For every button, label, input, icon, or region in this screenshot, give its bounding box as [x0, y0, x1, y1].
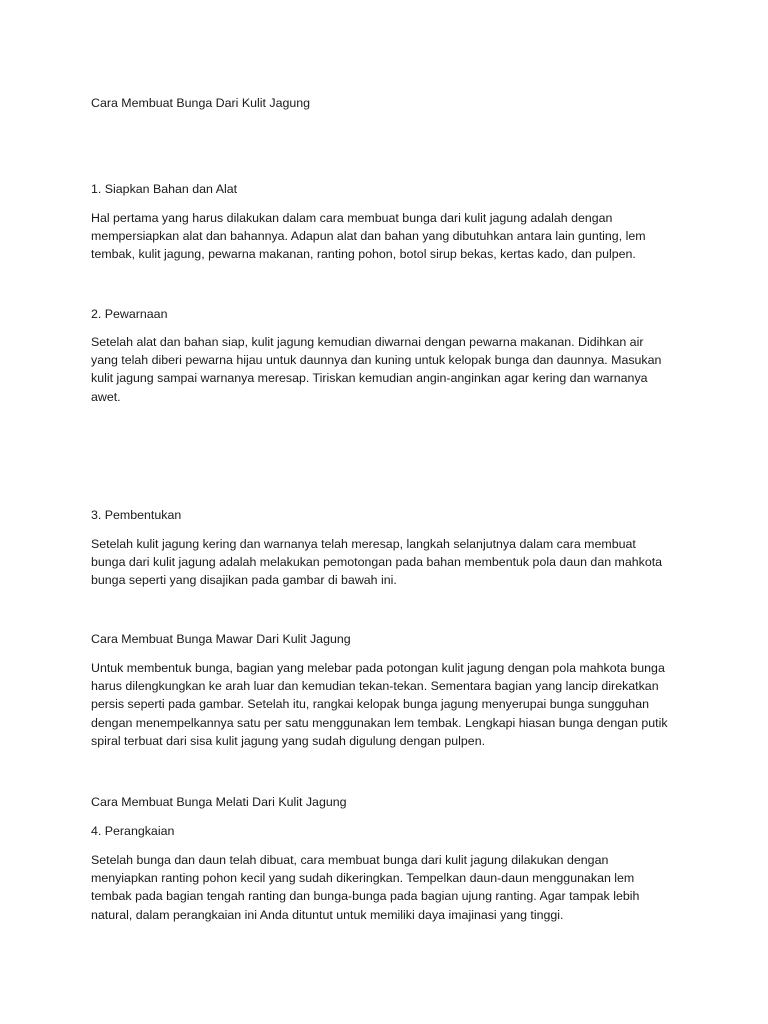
paragraph-line: bunga seperti yang disajikan pada gambar di bawah ini. [91, 573, 397, 588]
paragraph-line: tembak pada bagian tengah ranting dan bunga-bunga pada bagian ujung ranting. Agar tampak lebih [91, 889, 640, 904]
paragraph-line: Setelah bunga dan daun telah dibuat, cara membuat bunga dari kulit jagung dilakukan dengan [91, 853, 609, 867]
paragraph-line: Setelah kulit jagung kering dan warnanya telah meresap, langkah selanjutnya dalam cara membuat [91, 537, 636, 551]
section-paragraph [91, 209, 691, 264]
paragraph-line: natural, dalam perangkaian ini Anda dituntut untuk memiliki daya imajinasi yang tinggi. [91, 907, 564, 922]
section-heading: 4. Perangkaian [91, 824, 175, 838]
section-heading: 1. Siapkan Bahan dan Alat [91, 182, 238, 196]
document-title: Cara Membuat Bunga Dari Kulit Jagung [91, 96, 311, 110]
section-heading: 3. Pembentukan [91, 508, 182, 522]
section-heading: 2. Pewarnaan [91, 307, 168, 321]
paragraph-line: awet. [91, 389, 121, 404]
paragraph-line: Untuk membentuk bunga, bagian yang melebar pada potongan kulit jagung dengan pola mahkota bunga [91, 661, 665, 675]
paragraph-line: harus dilengkungkan ke arah luar dan kemudian tekan-tekan. Sementara bagian yang lancip direkatkan [91, 679, 659, 694]
paragraph-line: bunga dari kulit jagung adalah melakukan pemotongan pada bahan membentuk pola daun dan mahkota [91, 555, 663, 570]
paragraph-line: Setelah alat dan bahan siap, kulit jagung kemudian diwarnai dengan pewarna makanan. Didihkan air [91, 335, 644, 349]
paragraph-line: persis seperti pada gambar. Setelah itu, rangkai kelopak bunga jagung menyerupai bunga sungguhan [91, 697, 649, 712]
paragraph-line: mempersiapkan alat dan bahannya. Adapun alat dan bahan yang dibutuhkan antara lain gunting, lem [91, 229, 646, 244]
paragraph-line: menyiapkan ranting pohon kecil yang sudah dikeringkan. Tempelkan daun-daun menggunakan lem [91, 871, 635, 886]
paragraph-line: yang telah diberi pewarna hijau untuk daunnya dan kuning untuk kelopak bunga dan daunnya. Masukan [91, 353, 662, 368]
section-heading: Cara Membuat Bunga Melati Dari Kulit Jagung [91, 795, 347, 809]
paragraph-line: tembak, kulit jagung, pewarna makanan, ranting pohon, botol sirup bekas, kertas kado, dan pulpen. [91, 247, 636, 262]
section-paragraph [91, 333, 691, 406]
paragraph-line: kulit jagung sampai warnanya meresap. Tiriskan kemudian angin-anginkan agar kering dan warnanya [91, 371, 648, 386]
paragraph-line: spiral terbuat dari sisa kulit jagung yang sudah digulung dengan pulpen. [91, 733, 486, 748]
section-paragraph [91, 851, 691, 924]
paragraph-line: dengan menempelkannya satu per satu menggunakan lem tembak. Lengkapi hiasan bunga dengan putik [91, 715, 668, 730]
section-paragraph [91, 659, 691, 750]
paragraph-line: Hal pertama yang harus dilakukan dalam cara membuat bunga dari kulit jagung adalah dengan [91, 211, 613, 225]
section-paragraph [91, 535, 691, 590]
section-heading: Cara Membuat Bunga Mawar Dari Kulit Jagung [91, 632, 351, 646]
